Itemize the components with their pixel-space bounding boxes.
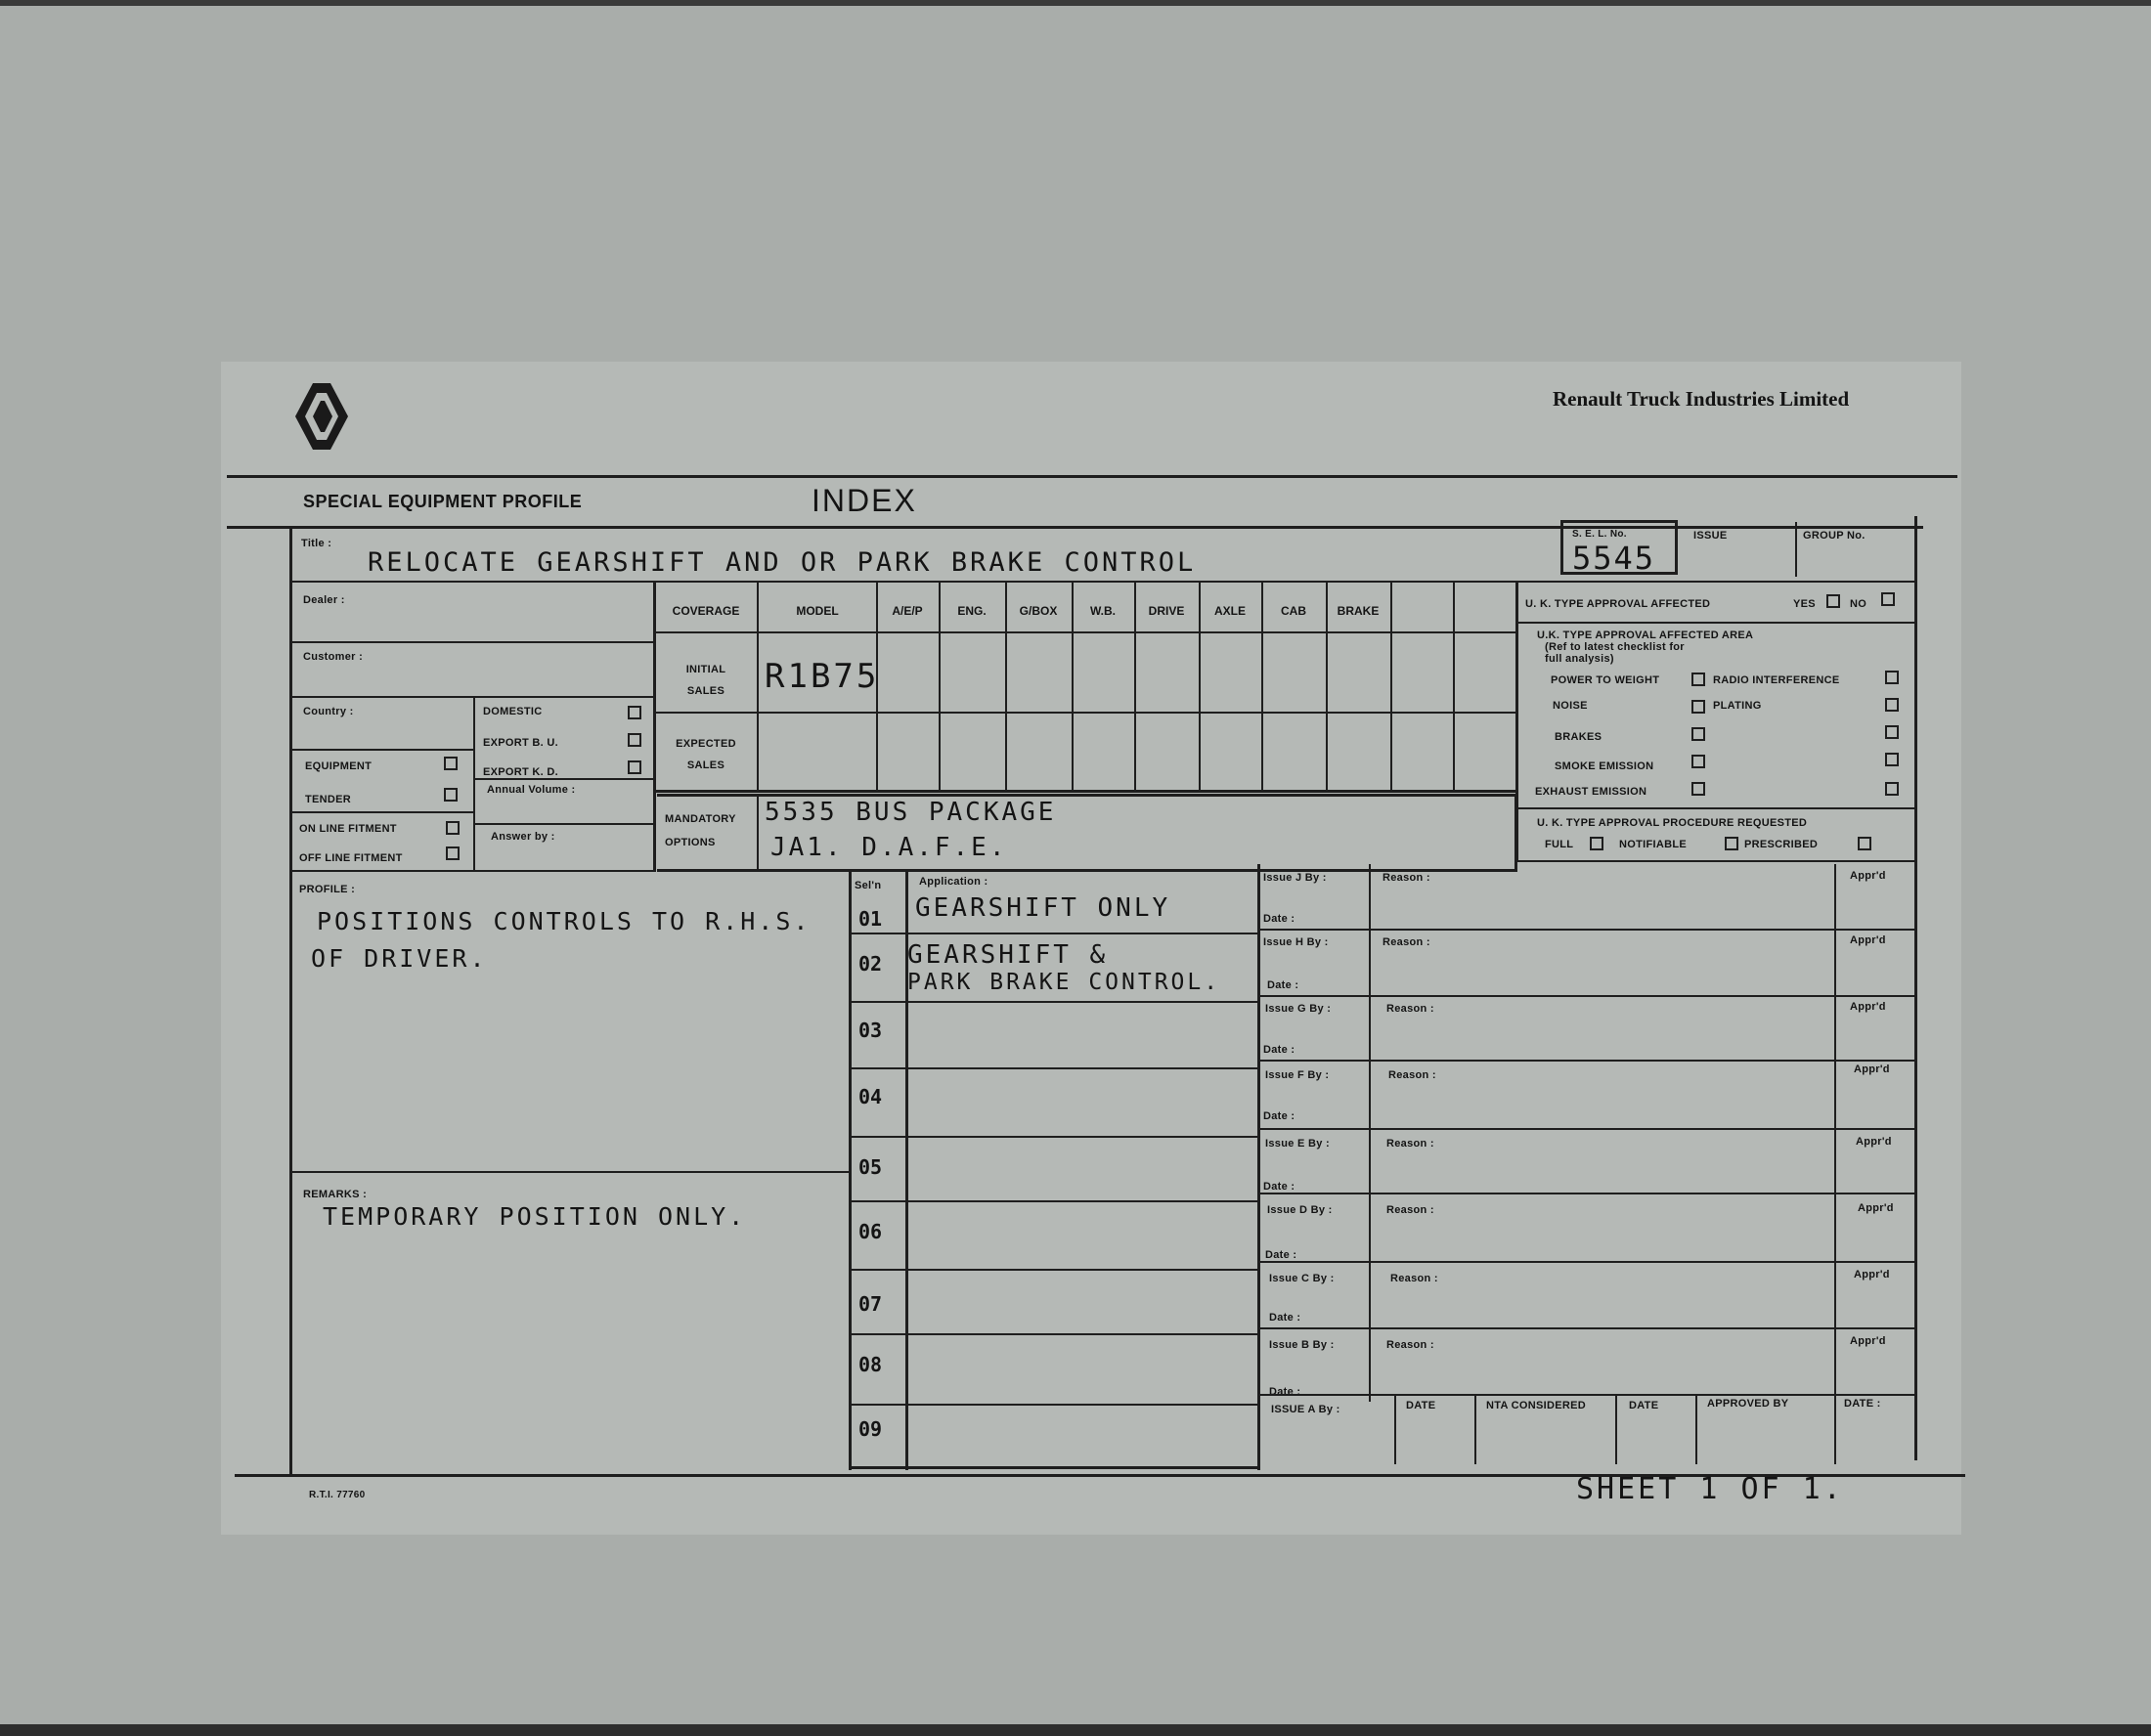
issue-f-date: Date : (1263, 1110, 1295, 1122)
model-header: MODEL (796, 604, 839, 618)
issue-f-appr: Appr'd (1854, 1063, 1890, 1075)
procedure-prescribed-checkbox[interactable] (1858, 837, 1871, 850)
no-checkbox[interactable] (1881, 592, 1895, 606)
uk-affected-label: U. K. TYPE APPROVAL AFFECTED (1525, 598, 1711, 610)
uk-area-note-1: (Ref to latest checklist for (1545, 641, 1685, 653)
sel-rule-08 (849, 1404, 1259, 1406)
approved-date-label: DATE : (1844, 1398, 1881, 1410)
issue-b-by: Issue B By : (1269, 1339, 1335, 1351)
profile-top-rule (289, 870, 653, 872)
customer-rule (289, 696, 653, 698)
area-noise-checkbox[interactable] (1691, 700, 1705, 714)
answer-by-label: Answer by : (491, 831, 555, 843)
remarks-top-rule (289, 1171, 849, 1173)
issue-e-by: Issue E By : (1265, 1138, 1330, 1150)
group-label: GROUP No. (1803, 530, 1866, 542)
issue-c-rule (1259, 1327, 1916, 1329)
procedure-full-label: FULL (1545, 839, 1574, 850)
issue-g-reason: Reason : (1386, 1003, 1434, 1015)
issue-a-col-2 (1474, 1394, 1476, 1464)
equipment-label: EQUIPMENT (305, 760, 373, 772)
title-value: RELOCATE GEARSHIFT AND OR PARK BRAKE CONTROL (368, 547, 1197, 578)
renault-logo-icon (291, 379, 354, 454)
export-bu-checkbox[interactable] (628, 733, 641, 747)
sheet-number: SHEET 1 OF 1. (1576, 1472, 1844, 1506)
mandatory-line-1: 5535 BUS PACKAGE (765, 798, 1057, 827)
film-edge-top (0, 0, 2151, 6)
sel-rule-01 (849, 933, 1259, 934)
issue-e-appr: Appr'd (1856, 1136, 1892, 1148)
initial-model-value: R1B75 (765, 657, 880, 696)
nta-considered-label: NTA CONSIDERED (1486, 1400, 1586, 1411)
title-bottom-rule (289, 581, 1916, 583)
coverage-col-1 (757, 583, 759, 792)
profile-label: PROFILE : (299, 884, 356, 895)
issue-j-date: Date : (1263, 913, 1295, 925)
coverage-col-11 (1453, 583, 1455, 792)
no-label: NO (1850, 598, 1867, 610)
dealer-rule (289, 641, 653, 643)
issue-b-appr: Appr'd (1850, 1335, 1886, 1347)
issue-h-appr: Appr'd (1850, 934, 1886, 946)
application-label: Application : (919, 876, 988, 888)
area-noise-label: NOISE (1553, 700, 1588, 712)
domestic-checkbox[interactable] (628, 706, 641, 719)
domestic-label: DOMESTIC (483, 706, 543, 717)
offline-fitment-checkbox[interactable] (446, 846, 460, 860)
area-brakes-checkbox[interactable] (1691, 727, 1705, 741)
equipment-top-rule (289, 749, 473, 751)
issue-f-reason: Reason : (1388, 1069, 1436, 1081)
procedure-bottom-rule (1517, 860, 1916, 862)
sel-num-02: 02 (858, 952, 883, 976)
equipment-checkbox[interactable] (444, 757, 458, 770)
issue-a-col-1 (1394, 1394, 1396, 1464)
sel-num-06: 06 (858, 1220, 883, 1243)
issue-e-date: Date : (1263, 1181, 1295, 1193)
issue-j-appr: Appr'd (1850, 870, 1886, 882)
company-name: Renault Truck Industries Limited (1553, 387, 1850, 411)
seln-label: Sel'n (855, 880, 882, 891)
sel-text-01: GEARSHIFT ONLY (915, 893, 1171, 923)
wb-header: W.B. (1090, 604, 1116, 618)
brake-header: BRAKE (1337, 604, 1380, 618)
issue-j-by: Issue J By : (1263, 872, 1327, 884)
axle-header: AXLE (1213, 604, 1246, 618)
issue-a-col-3 (1615, 1394, 1617, 1464)
issue-b-date: Date : (1269, 1386, 1301, 1398)
eng-header: ENG. (957, 604, 987, 618)
area-right-4-checkbox[interactable] (1885, 753, 1899, 766)
gbox-header: G/BOX (1019, 604, 1058, 618)
issue-by-divider (1369, 864, 1371, 1402)
sel-rule-03 (849, 1067, 1259, 1069)
expected-sales-rule (653, 790, 1517, 793)
uk-area-note-2: full analysis) (1545, 653, 1614, 665)
tender-label: TENDER (305, 794, 352, 805)
issue-h-rule (1259, 995, 1916, 997)
export-kd-label: EXPORT K. D. (483, 766, 558, 778)
issue-a-col-4 (1695, 1394, 1697, 1464)
area-smoke-label: SMOKE EMISSION (1555, 760, 1654, 772)
area-brakes-label: BRAKES (1555, 731, 1602, 743)
sel-text-02b: PARK BRAKE CONTROL. (907, 970, 1221, 995)
issue-h-reason: Reason : (1383, 936, 1430, 948)
coverage-col-10 (1390, 583, 1392, 792)
issue-h-date: Date : (1267, 979, 1299, 991)
sel-num-05: 05 (858, 1155, 883, 1179)
issue-f-by: Issue F By : (1265, 1069, 1330, 1081)
area-exhaust-label: EXHAUST EMISSION (1535, 786, 1647, 798)
annual-volume-label: Annual Volume : (487, 784, 576, 796)
export-bu-label: EXPORT B. U. (483, 737, 558, 749)
online-fitment-checkbox[interactable] (446, 821, 460, 835)
aep-header: A/E/P (892, 604, 923, 618)
frame-right (1914, 516, 1917, 1460)
yes-label: YES (1793, 598, 1816, 610)
sel-num-08: 08 (858, 1353, 883, 1376)
issue-d-by: Issue D By : (1267, 1204, 1333, 1216)
issue-d-reason: Reason : (1386, 1204, 1434, 1216)
index-label: INDEX (812, 483, 917, 518)
profile-line-1: POSITIONS CONTROLS TO R.H.S. (317, 907, 812, 935)
issue-c-date: Date : (1269, 1312, 1301, 1324)
initial-sales-rule (653, 712, 1517, 714)
issue-f-rule (1259, 1128, 1916, 1130)
approved-by-label: APPROVED BY (1707, 1398, 1789, 1410)
profile-line-2: OF DRIVER. (311, 944, 488, 973)
area-smoke-checkbox[interactable] (1691, 755, 1705, 768)
answer-top-rule (473, 823, 653, 825)
initial-sales-label: INITIAL SALES (685, 664, 726, 697)
sel-rule-05 (849, 1200, 1259, 1202)
customer-label: Customer : (303, 651, 364, 663)
area-radio-checkbox[interactable] (1885, 671, 1899, 684)
form-code: R.T.I. 77760 (309, 1490, 366, 1500)
issue-j-reason: Reason : (1383, 872, 1430, 884)
area-radio-label: RADIO INTERFERENCE (1713, 674, 1840, 686)
remarks-label: REMARKS : (303, 1189, 368, 1200)
issue-label: ISSUE (1693, 530, 1728, 542)
application-right (1257, 864, 1260, 1470)
sel-number-label: S. E. L. No. (1572, 529, 1627, 540)
expected-sales-label: EXPECTED SALES (676, 738, 736, 771)
issue-j-rule (1259, 929, 1916, 931)
tender-checkbox[interactable] (444, 788, 458, 802)
country-label: Country : (303, 706, 354, 717)
issue-b-rule (1259, 1394, 1916, 1396)
sel-rule-07 (849, 1333, 1259, 1335)
export-kd-checkbox[interactable] (628, 760, 641, 774)
seln-left (849, 870, 852, 1470)
issue-d-rule (1259, 1261, 1916, 1263)
nta-date-label: DATE (1629, 1400, 1659, 1411)
drive-header: DRIVE (1148, 604, 1185, 618)
coverage-header-rule (653, 631, 1517, 633)
issue-c-by: Issue C By : (1269, 1273, 1335, 1284)
procedure-notifiable-label: NOTIFIABLE (1619, 839, 1687, 850)
issue-a-date-label: DATE (1406, 1400, 1436, 1411)
sel-num-09: 09 (858, 1417, 883, 1441)
title-label: Title : (301, 538, 332, 549)
offline-fitment-label: OFF LINE FITMENT (299, 852, 403, 864)
issue-e-rule (1259, 1193, 1916, 1194)
sel-num-03: 03 (858, 1019, 883, 1042)
sel-num-07: 07 (858, 1292, 883, 1316)
online-fitment-label: ON LINE FITMENT (299, 823, 397, 835)
procedure-prescribed-label: PRESCRIBED (1744, 839, 1819, 850)
issue-g-appr: Appr'd (1850, 1001, 1886, 1013)
area-power-checkbox[interactable] (1691, 673, 1705, 686)
sel-rule-06 (849, 1269, 1259, 1271)
issue-d-date: Date : (1265, 1249, 1297, 1261)
issue-g-date: Date : (1263, 1044, 1295, 1056)
issue-g-by: Issue G By : (1265, 1003, 1332, 1015)
procedure-top-rule (1517, 807, 1916, 809)
sel-rule-02 (849, 1001, 1259, 1003)
remarks-value: TEMPORARY POSITION ONLY. (323, 1202, 747, 1231)
area-right-5-checkbox[interactable] (1885, 782, 1899, 796)
issue-b-reason: Reason : (1386, 1339, 1434, 1351)
header-rule (227, 475, 1957, 478)
area-plating-label: PLATING (1713, 700, 1762, 712)
issue-c-appr: Appr'd (1854, 1269, 1890, 1280)
area-plating-checkbox[interactable] (1885, 698, 1899, 712)
issue-d-appr: Appr'd (1858, 1202, 1894, 1214)
issue-g-rule (1259, 1060, 1916, 1062)
frame-left (289, 526, 292, 1474)
procedure-full-checkbox[interactable] (1590, 837, 1603, 850)
mandatory-divider (757, 794, 759, 872)
sel-num-01: 01 (858, 907, 883, 931)
online-top-rule (289, 811, 473, 813)
film-edge-bottom (0, 1724, 2151, 1736)
issue-e-reason: Reason : (1386, 1138, 1434, 1150)
group-divider (1795, 522, 1797, 577)
area-power-label: POWER TO WEIGHT (1551, 674, 1660, 686)
form-title: SPECIAL EQUIPMENT PROFILE (303, 492, 583, 511)
country-divider (473, 696, 475, 870)
yes-checkbox[interactable] (1826, 594, 1840, 608)
dealer-label: Dealer : (303, 594, 345, 606)
uk-affected-rule (1517, 622, 1916, 624)
cab-header: CAB (1281, 604, 1306, 618)
area-exhaust-checkbox[interactable] (1691, 782, 1705, 796)
issue-h-by: Issue H By : (1263, 936, 1329, 948)
sel-rule-04 (849, 1136, 1259, 1138)
procedure-label: U. K. TYPE APPROVAL PROCEDURE REQUESTED (1537, 817, 1808, 829)
annual-top-rule (473, 778, 653, 780)
issue-appr-divider (1834, 864, 1836, 1464)
sel-text-02a: GEARSHIFT & (907, 940, 1109, 970)
issue-c-reason: Reason : (1390, 1273, 1438, 1284)
selection-bottom (849, 1466, 1259, 1469)
sel-number-value: 5545 (1572, 540, 1656, 577)
mandatory-line-2: JA1. D.A.F.E. (770, 833, 1008, 862)
uk-area-label: U.K. TYPE APPROVAL AFFECTED AREA (1537, 629, 1754, 641)
coverage-header: COVERAGE (672, 604, 740, 618)
procedure-notifiable-checkbox[interactable] (1725, 837, 1738, 850)
issue-a-label: ISSUE A By : (1271, 1404, 1340, 1415)
area-right-3-checkbox[interactable] (1885, 725, 1899, 739)
mandatory-label: MANDATORY OPTIONS (665, 813, 736, 848)
coverage-left (653, 583, 656, 872)
sel-num-04: 04 (858, 1085, 883, 1108)
